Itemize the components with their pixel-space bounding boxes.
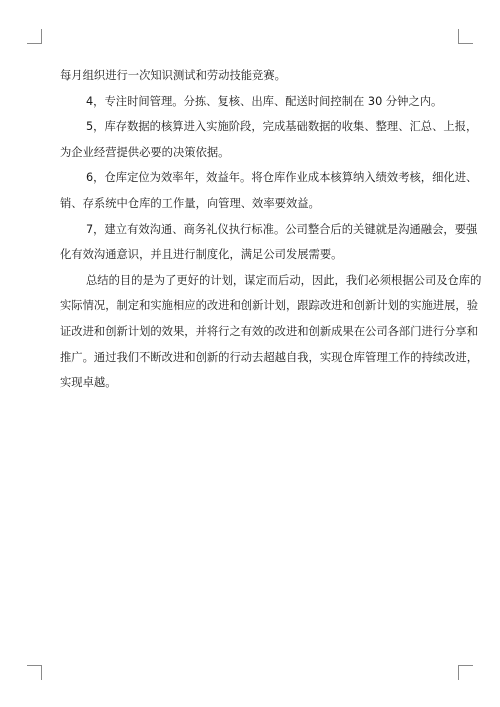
crop-mark-top-left <box>27 29 42 44</box>
document-body <box>60 63 482 396</box>
paragraph-item-6-line-2: 销、存系统中仓库的工作量，向管理、效率要效益。 <box>60 196 320 210</box>
summary-paragraph-line-5: 实现卓越。 <box>60 376 117 390</box>
summary-paragraph-line-3: 证改进和创新计划的效果，并将行之有效的改进和创新成果在公司各部门进行分享和 <box>60 324 478 338</box>
crop-mark-bottom-left <box>27 665 42 680</box>
summary-paragraph-line-2: 实际情况，制定和实施相应的改进和创新计划，跟踪改进和创新计划的实施进展，验 <box>60 299 478 313</box>
paragraph-item-5-line-1: 5，库存数据的核算进入实施阶段，完成基础数据的收集、整理、汇总、上报， <box>86 120 478 134</box>
paragraph-3-continuation-line: 每月组织进行一次知识测试和劳动技能竞赛。 <box>60 69 286 82</box>
summary-paragraph-line-4: 推广。通过我们不断改进和创新的行动去超越自我，实现仓库管理工作的持续改进， <box>60 350 478 364</box>
crop-mark-top-right <box>458 29 473 44</box>
crop-mark-bottom-right <box>458 665 473 680</box>
paragraph-item-5-line-2: 为企业经营提供必要的决策依据。 <box>60 145 230 159</box>
paragraph-item-7-line-2: 化有效沟通意识，并且进行制度化，满足公司发展需要。 <box>60 248 343 262</box>
paragraph-item-4-line-1: 4，专注时间管理。分拣、复核、出库、配送时间控制在 30 分钟之内。 <box>86 94 443 108</box>
paragraph-item-6-line-1: 6，仓库定位为效率年，效益年。将仓库作业成本核算纳入绩效考核，细化进、 <box>86 171 478 185</box>
paragraph-item-7-line-1: 7，建立有效沟通、商务礼仪执行标准。公司整合后的关键就是沟通融会，要强 <box>86 222 478 236</box>
summary-paragraph-line-1: 总结的目的是为了更好的计划，谋定而后动，因此，我们必须根据公司及仓库的 <box>86 273 482 287</box>
